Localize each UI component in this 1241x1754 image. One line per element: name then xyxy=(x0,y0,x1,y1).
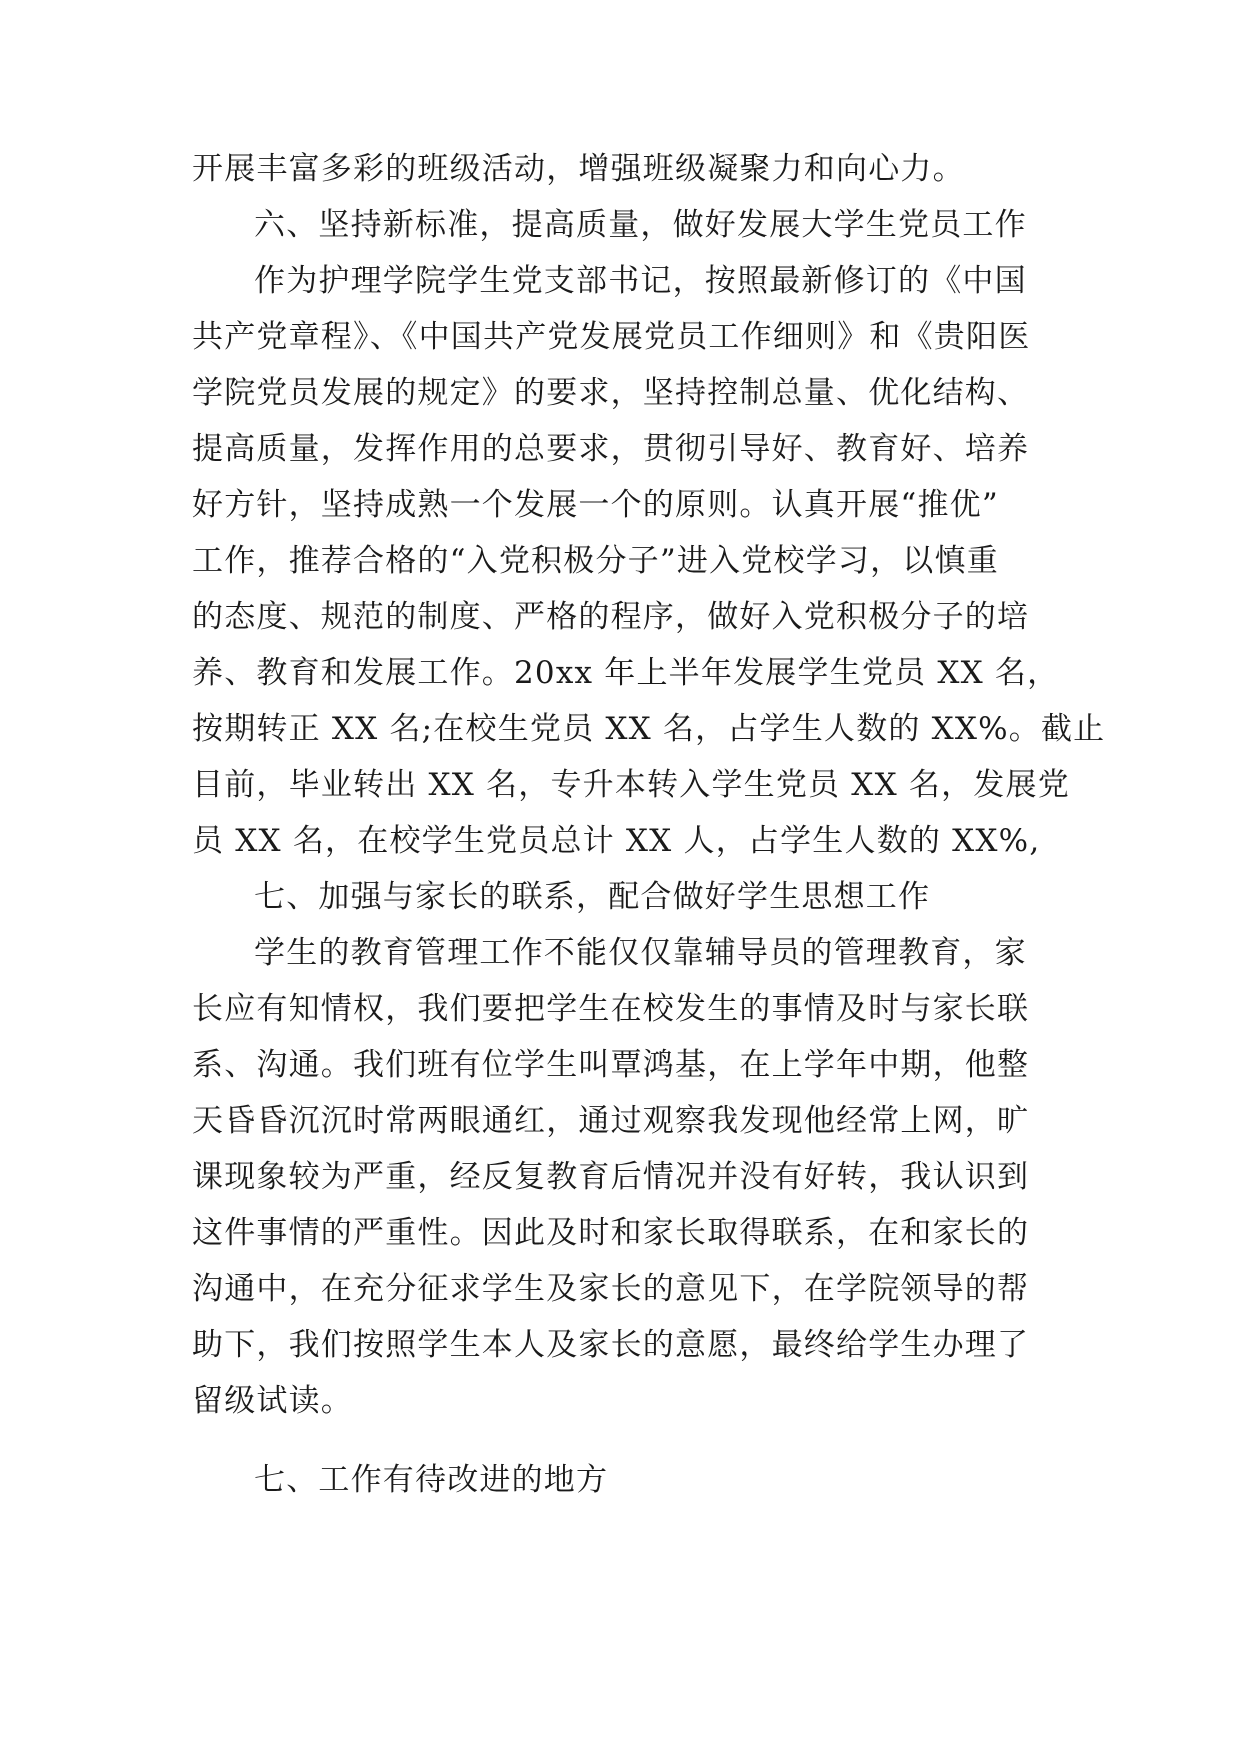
text-line: 系、沟通。我们班有位学生叫覃鸿基，在上学年中期，他整 xyxy=(192,1047,1030,1083)
text-line: 目前，毕业转出 XX 名，专升本转入学生党员 XX 名，发展党 xyxy=(192,767,1070,803)
section-heading: 六、坚持新标准，提高质量，做好发展大学生党员工作 xyxy=(254,207,1027,243)
text-line: 好方针，坚持成熟一个发展一个的原则。认真开展“推优” xyxy=(192,487,999,523)
text-line: 沟通中，在充分征求学生及家长的意见下，在学院领导的帮 xyxy=(192,1271,1030,1307)
text-line: 开展丰富多彩的班级活动，增强班级凝聚力和向心力。 xyxy=(192,151,965,187)
text-line: 这件事情的严重性。因此及时和家长取得联系，在和家长的 xyxy=(192,1215,1030,1251)
text-line: 留级试读。 xyxy=(192,1383,353,1419)
text-line: 提高质量，发挥作用的总要求，贯彻引导好、教育好、培养 xyxy=(192,431,1030,467)
text-line: 长应有知情权，我们要把学生在校发生的事情及时与家长联 xyxy=(192,991,1030,1027)
text-line: 作为护理学院学生党支部书记，按照最新修订的《中国 xyxy=(254,263,1027,299)
text-line: 助下，我们按照学生本人及家长的意愿，最终给学生办理了 xyxy=(192,1327,1030,1363)
text-line: 的态度、规范的制度、严格的程序，做好入党积极分子的培 xyxy=(192,599,1030,635)
text-line: 共产党章程》、《中国共产党发展党员工作细则》和《贵阳医 xyxy=(192,319,1031,355)
text-line: 天昏昏沉沉时常两眼通红，通过观察我发现他经常上网，旷 xyxy=(192,1103,1030,1139)
text-line: 工作，推荐合格的“入党积极分子”进入党校学习，以慎重 xyxy=(192,543,999,579)
text-line: 按期转正 XX 名;在校生党员 XX 名，占学生人数的 XX%。截止 xyxy=(192,711,1106,747)
section-heading: 七、加强与家长的联系，配合做好学生思想工作 xyxy=(254,879,931,915)
text-line: 学院党员发展的规定》的要求，坚持控制总量、优化结构、 xyxy=(192,375,1030,411)
text-line: 员 XX 名，在校学生党员总计 XX 人，占学生人数的 XX%, xyxy=(192,823,1041,859)
text-line: 学生的教育管理工作不能仅仅靠辅导员的管理教育，家 xyxy=(254,935,1027,971)
text-line: 课现象较为严重，经反复教育后情况并没有好转，我认识到 xyxy=(192,1159,1030,1195)
section-heading: 七、工作有待改进的地方 xyxy=(254,1462,609,1498)
text-line: 养、教育和发展工作。20xx 年上半年发展学生党员 XX 名， xyxy=(192,655,1060,691)
